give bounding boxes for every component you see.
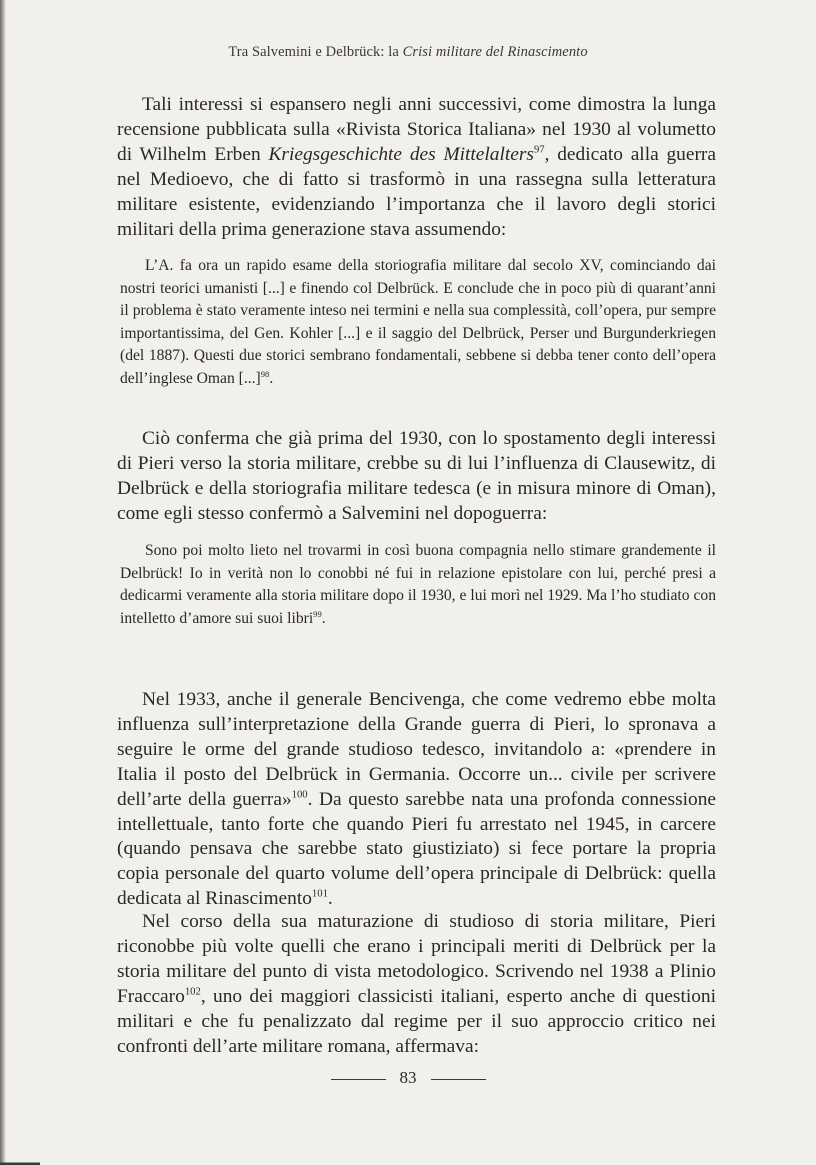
paragraph-1-text-a: Tali interessi si espansero negli anni successivi, come dimostra la lunga recensione pubblicata sulla «Rivista Storica Italiana» nel 1930 al volumetto di Wilhelm Erben xyxy=(117,94,716,165)
page-binding-edge xyxy=(0,0,6,1165)
footnote-ref-100: 100 xyxy=(291,788,308,801)
page-number: 83 xyxy=(399,1068,417,1087)
footnote-ref-98: 98 xyxy=(260,368,270,379)
footnote-ref-99: 99 xyxy=(313,608,322,619)
block-quote-2-text: Sono poi molto lieto nel trovarmi in così buona compagnia nello stimare grandemente il Delbrück! Io in verità non lo conobbi né fui in relazione epistolare con lui, perché presi a dedicarmi veramente alla storia militare dopo il 1930, e lui morì nel 1929. Ma l’ho studiato con intelletto d’amore sui suoi libri xyxy=(120,542,716,627)
paragraph-4-text-a: Nel corso della sua maturazione di studioso di storia militare, Pieri riconobbe più volte quelli che erano i principali meriti di Delbrück per la storia militare del punto di vista metodologico. Scrivendo nel 1938 a Plinio Fraccaro xyxy=(117,911,716,1007)
block-quote-2-end: . xyxy=(321,609,326,627)
block-quote-1-end: . xyxy=(269,369,274,387)
paragraph-4-text-b: , uno dei maggiori classicisti italiani, esperto anche di questioni militari e che fu penalizzato dal regime per il suo approccio critico nei confronti dell’arte militare romana, affermava: xyxy=(117,985,716,1057)
footnote-ref-97: 97 xyxy=(533,143,545,156)
folio-rule-left xyxy=(331,1079,386,1080)
footnote-ref-101: 101 xyxy=(311,887,328,900)
paragraph-2-text: Ciò conferma che già prima del 1930, con lo spostamento degli interessi di Pieri verso la storia militare, crebbe su di lui l’influenza di Clausewitz, di Delbrück e della storiografia militare tedesca (e in misura minore di Oman), come egli stesso confermò a Salvemini nel dopoguerra: xyxy=(117,428,716,524)
running-head-prefix: Tra Salvemini e Delbrück: la xyxy=(228,44,403,60)
paragraph-3-end: . xyxy=(327,888,333,910)
paragraph-4 xyxy=(117,910,716,1059)
block-quote-2 xyxy=(120,540,716,630)
paragraph-3-text-a: Nel 1933, anche il generale Bencivenga, che come vedremo ebbe molta influenza sull’interpretazione della Grande guerra di Pieri, lo spronava a seguire le orme del grande studioso tedesco, invitandolo a: «prendere in Italia il posto del Delbrück in Germania. Occorre un... civile per scrivere dell’arte della guerra» xyxy=(117,689,716,810)
paragraph-2 xyxy=(117,427,716,527)
paragraph-3-text-b: . Da questo sarebbe nata una profonda connessione intellettuale, tanto forte che quando Pieri fu arrestato nel 1945, in carcere (quando pensava che sarebbe stato giustiziato) si fece portare la propria copia personale del quarto volume dell’opera principale di Delbrück: quella dedicata al Rinascimento xyxy=(117,788,717,910)
running-head xyxy=(0,44,816,61)
block-quote-1-text: L’A. fa ora un rapido esame della storiografia militare dal secolo XV, cominciando dai nostri teorici umanisti [...] e finendo col Delbrück. E conclude che in poco più di quarant’anni il problema è stato veramente inteso nei termini e nella sua complessità, coll’opera, pur sempre importantissima, del Gen. Kohler [...] e il saggio del Delbrück, Perser und Burgunderkriegen (del 1887). Questi due storici sembrano fondamentali, sebbene si debba tener conto dell’opera dell’inglese Oman [...] xyxy=(120,257,716,387)
paragraph-3 xyxy=(117,688,716,912)
book-title-erben: Kriegsgeschichte des Mittelalters xyxy=(268,143,534,165)
page-corner-edge xyxy=(0,1155,40,1165)
page-number-footer xyxy=(0,1068,816,1088)
block-quote-1 xyxy=(120,255,716,391)
paragraph-1-text-b: , dedicato alla guerra nel Medioevo, che di fatto si trasformò in una rassegna sulla letteratura militare esistente, evidenziando l’importanza che il lavoro degli storici militari della prima generazione stava assumendo: xyxy=(117,143,716,240)
paragraph-1 xyxy=(117,93,716,242)
footnote-ref-102: 102 xyxy=(184,985,201,998)
running-head-title: Crisi militare del Rinascimento xyxy=(402,44,588,60)
folio-rule-right xyxy=(431,1079,486,1080)
